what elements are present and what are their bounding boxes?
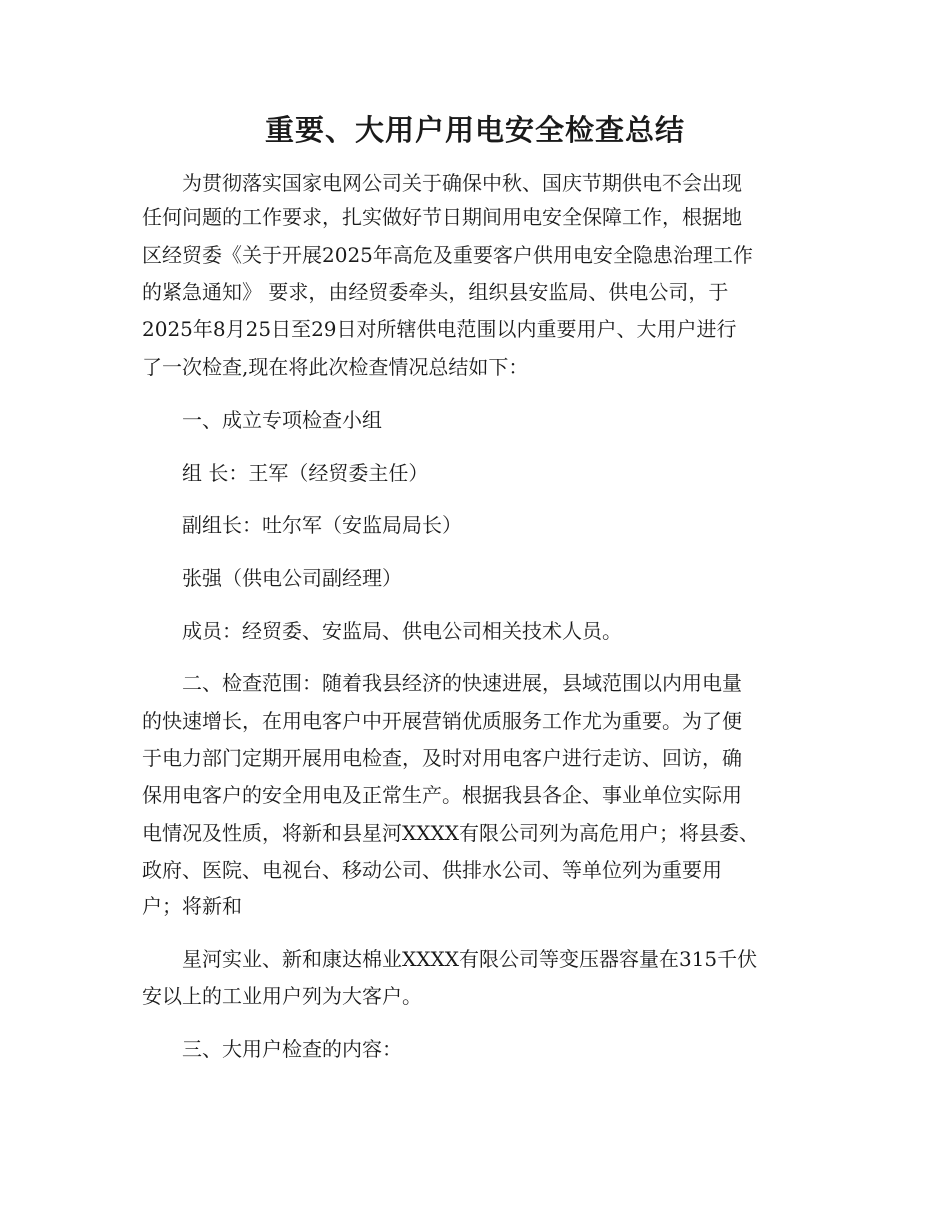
text-line: 2025年8月25日至29日对所辖供电范围以内重要用户、大用户进行 — [142, 317, 737, 341]
text-line: 张强（供电公司副经理） — [142, 566, 402, 590]
text-line: 政府、医院、电视台、移动公司、供排水公司、等单位列为重要用 — [142, 858, 722, 882]
text-line: 于电力部门定期开展用电检查，及时对用电客户进行走访、回访，确 — [142, 746, 742, 770]
text-line: 区经贸委《关于开展2025年高危及重要客户供用电安全隐患治理工作 — [142, 243, 753, 267]
text-line: 电情况及性质，将新和县星河XXXX有限公司列为高危用户；将县委、 — [142, 821, 759, 845]
text-line: 副组长：吐尔军（安监局局长） — [142, 513, 462, 537]
text-line: 的快速增长，在用电客户中开展营销优质服务工作尤为重要。为了便 — [142, 709, 742, 733]
text-line: 户；将新和 — [142, 894, 242, 918]
text-line: 的紧急通知》 要求，由经贸委牵头，组织县安监局、供电公司，于 — [142, 280, 729, 304]
text-line: 成员：经贸委、安监局、供电公司相关技术人员。 — [142, 619, 622, 643]
text-line: 组 长：王军（经贸委主任） — [142, 461, 429, 485]
section-heading: 一、成立专项检查小组 — [142, 408, 382, 432]
text-line: 安以上的工业用户列为大客户。 — [142, 984, 422, 1008]
text-line: 为贯彻落实国家电网公司关于确保中秋、国庆节期供电不会出现 — [142, 171, 742, 195]
document-title: 重要、大用户用电安全检查总结 — [264, 113, 685, 147]
section-heading: 二、检查范围：随着我县经济的快速进展，县域范围以内用电量 — [142, 671, 742, 695]
text-line: 保用电客户的安全用电及正常生产。根据我县各企、事业单位实际用 — [142, 783, 742, 807]
text-line: 星河实业、新和康达棉业XXXX有限公司等变压器容量在315千伏 — [142, 947, 758, 971]
section-heading: 三、大用户检查的内容： — [142, 1037, 402, 1061]
text-line: 任何问题的工作要求，扎实做好节日期间用电安全保障工作，根据地 — [142, 205, 742, 229]
text-line: 了一次检查,现在将此次检查情况总结如下： — [142, 355, 529, 379]
